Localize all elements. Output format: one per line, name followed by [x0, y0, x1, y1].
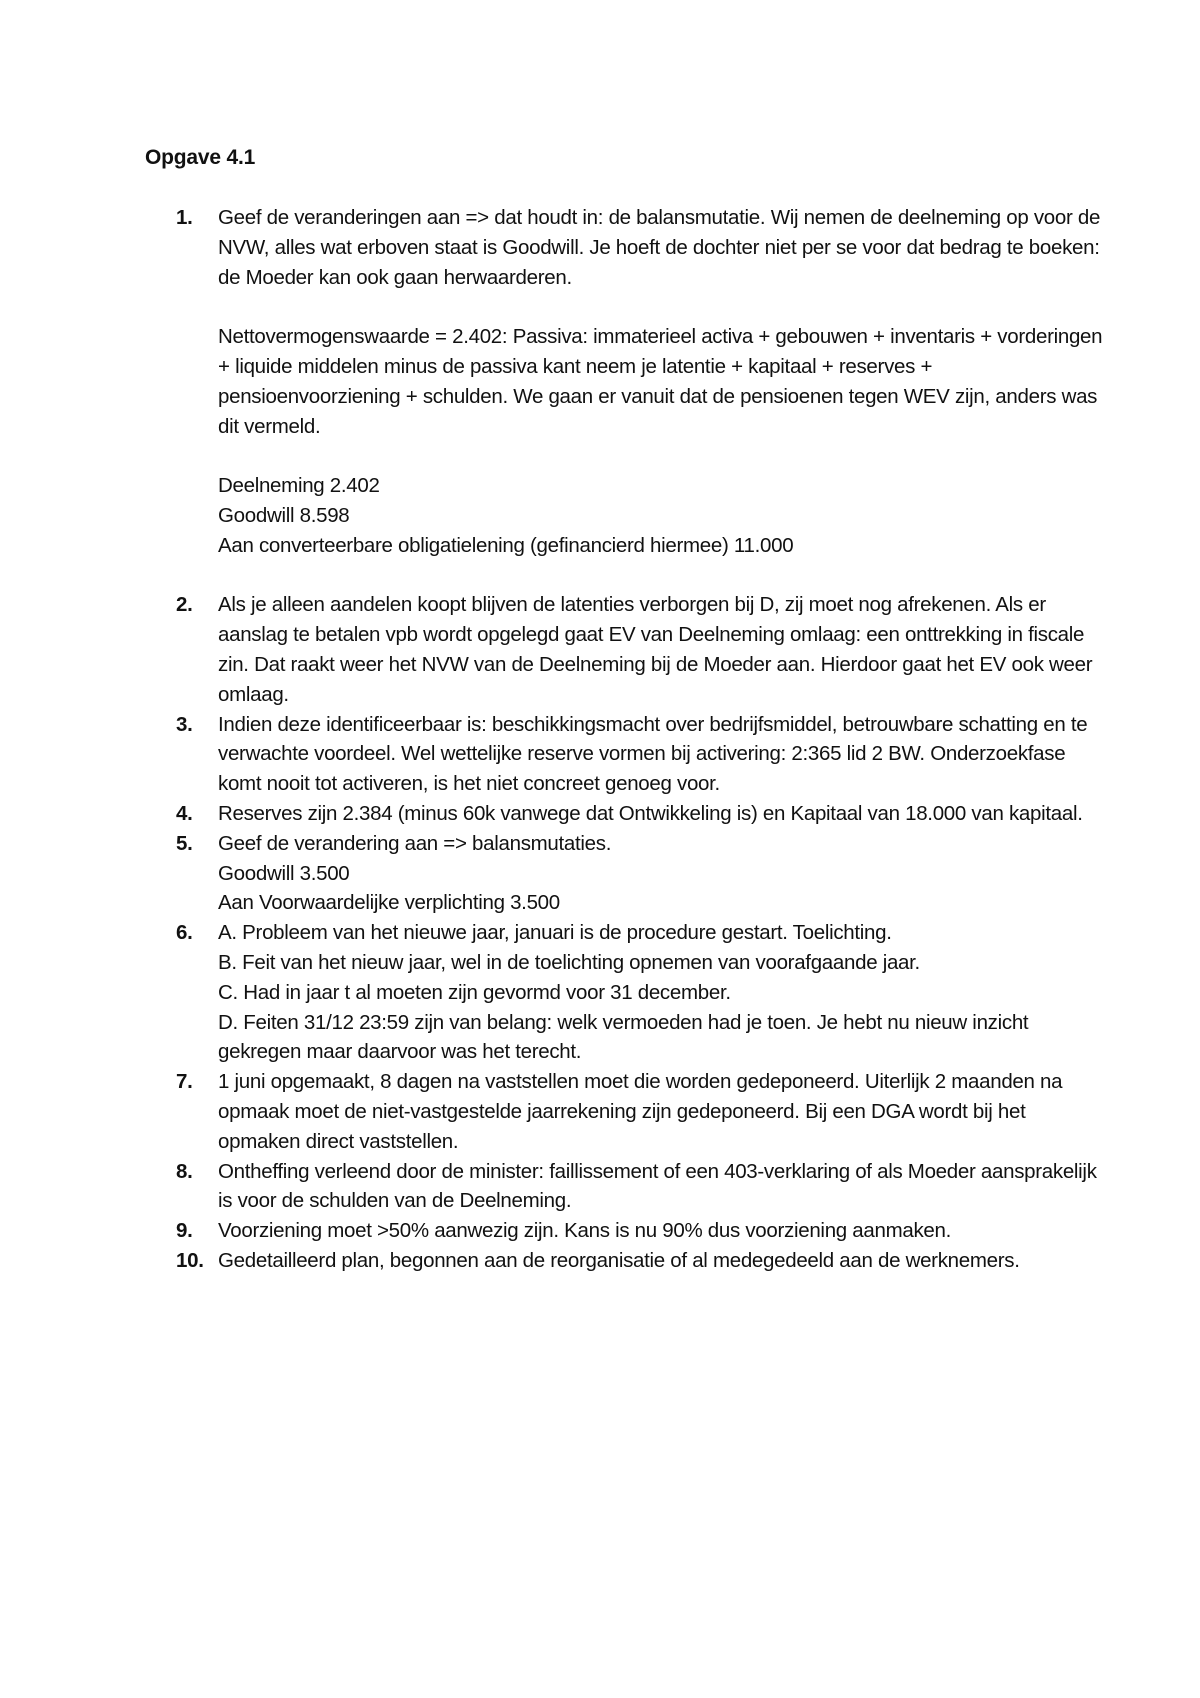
list-item-8	[145, 1157, 1105, 1217]
item-number: 10.	[176, 1248, 204, 1272]
item-number: 2.	[176, 593, 193, 617]
list-item-3	[145, 710, 1105, 799]
item-number: 5.	[176, 831, 193, 855]
document-title: Opgave 4.1	[145, 146, 256, 169]
list-item-7	[145, 1067, 1105, 1156]
journal-line: Aan converteerbare obligatielening (gefinancierd hiermee) 11.000	[218, 533, 794, 557]
item-text: Ontheffing verleend door de minister: faillissement of een 403-verklaring of als Moeder aansprakelijk is voor de schulden van de Deelneming.	[218, 1159, 1097, 1213]
item-line: Geef de verandering aan => balansmutaties.	[218, 831, 612, 855]
answer-list	[145, 203, 1105, 1276]
list-item-10	[145, 1246, 1105, 1276]
item-number: 7.	[176, 1070, 193, 1094]
list-item-6	[145, 918, 1105, 1067]
list-item-1	[145, 203, 1105, 561]
item-paragraph: Nettovermogenswaarde = 2.402: Passiva: immaterieel activa + gebouwen + inventaris + vorderingen + liquide middelen minus de passiva kant neem je latentie + kapitaal + reserves + pensioenvoorziening + schulden. We gaan er vanuit dat de pensioenen tegen WEV zijn, anders was dit vermeld.	[218, 325, 1103, 438]
journal-line: Goodwill 8.598	[218, 503, 350, 527]
item-text: Reserves zijn 2.384 (minus 60k vanwege dat Ontwikkeling is) en Kapitaal van 18.000 van kapitaal.	[218, 801, 1083, 825]
item-number: 4.	[176, 801, 193, 825]
item-text: Indien deze identificeerbaar is: beschikkingsmacht over bedrijfsmiddel, betrouwbare schatting en te verwachte voordeel. Wel wettelijke reserve vormen bij activering: 2:365 lid 2 BW. Onderzoekfase komt nooit tot activeren, is het niet concreet genoeg voor.	[218, 712, 1088, 796]
item-paragraph: Geef de veranderingen aan => dat houdt in: de balansmutatie. Wij nemen de deelneming op voor de NVW, alles wat erboven staat is Goodwill. Je hoeft de dochter niet per se voor dat bedrag te boeken: de Moeder kan ook gaan herwaarderen.	[218, 206, 1101, 289]
list-item-9	[145, 1216, 1105, 1246]
journal-line: Aan Voorwaardelijke verplichting 3.500	[218, 891, 560, 915]
item-text: 1 juni opgemaakt, 8 dagen na vaststellen moet die worden gedeponeerd. Uiterlijk 2 maanden na opmaak moet de niet-vastgestelde jaarrekening zijn gedeponeerd. Bij een DGA wordt bij het opmaken direct vaststellen.	[218, 1070, 1063, 1153]
item-number: 8.	[176, 1159, 193, 1183]
sub-answer-b: B. Feit van het nieuw jaar, wel in de toelichting opnemen van voorafgaande jaar.	[218, 950, 920, 974]
item-number: 6.	[176, 921, 193, 945]
item-text: Voorziening moet >50% aanwezig zijn. Kans is nu 90% dus voorziening aanmaken.	[218, 1219, 952, 1243]
sub-answer-a: A. Probleem van het nieuwe jaar, januari is de procedure gestart. Toelichting.	[218, 921, 892, 945]
item-number: 1.	[176, 206, 193, 229]
item-number: 3.	[176, 712, 193, 736]
journal-line: Deelneming 2.402	[218, 474, 380, 498]
list-item-4	[145, 799, 1105, 829]
item-text: Gedetailleerd plan, begonnen aan de reorganisatie of al medegedeeld aan de werknemers.	[218, 1248, 1020, 1272]
journal-line: Goodwill 3.500	[218, 861, 350, 885]
item-number: 9.	[176, 1219, 193, 1243]
sub-answer-d: D. Feiten 31/12 23:59 zijn van belang: welk vermoeden had je toen. Je hebt nu nieuw inzicht gekregen maar daarvoor was het terecht.	[218, 1010, 1029, 1064]
item-text: Als je alleen aandelen koopt blijven de latenties verborgen bij D, zij moet nog afrekenen. Als er aanslag te betalen vpb wordt opgelegd gaat EV van Deelneming omlaag: een onttrekking in fiscale zin. Dat raakt weer het NVW van de Deelneming bij de Moeder aan. Hierdoor gaat het EV ook weer omlaag.	[218, 593, 1093, 706]
list-item-5	[145, 829, 1105, 918]
sub-answer-c: C. Had in jaar t al moeten zijn gevormd voor 31 december.	[218, 980, 731, 1004]
list-item-2	[145, 590, 1105, 709]
